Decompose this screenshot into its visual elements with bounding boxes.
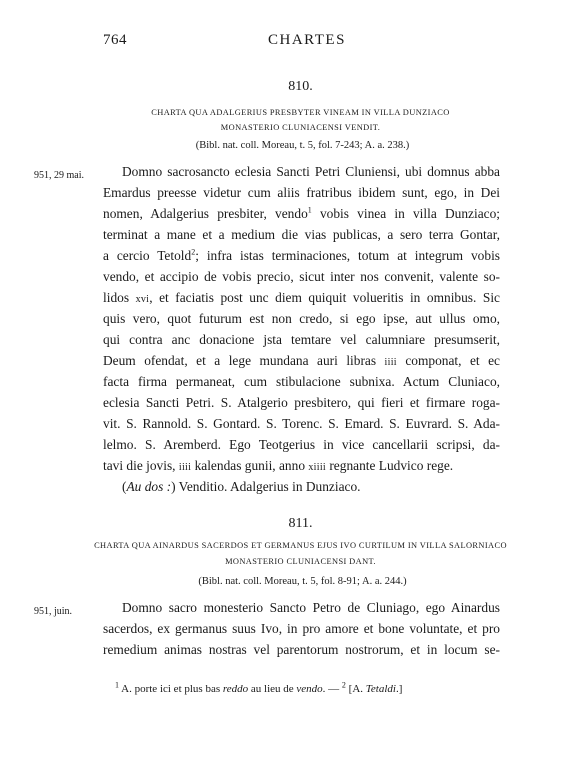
footnote-text: .]	[395, 683, 403, 695]
roman-numeral: iiii	[384, 357, 397, 368]
text-segment: kalendas gunii, anno	[191, 458, 306, 473]
footnote-ref: 2	[191, 247, 196, 257]
text-line	[103, 353, 500, 369]
footnote-text: Tetaldi	[365, 683, 396, 695]
footnote-marker: 2	[341, 680, 346, 690]
text-segment: nomen, Adalgerius presbiter, vendo	[103, 206, 308, 221]
roman-numeral: xiiii	[308, 462, 326, 473]
charter-heading: CHARTA QUA AINARDUS SACERDOS ET GERMANUS EJUS IVO CURTILUM IN VILLA SALORNIACO	[94, 541, 507, 550]
footnote	[115, 680, 403, 695]
text-line: quis vero, quot futurum est non credo, si ego ipse, aut ullus omo,	[103, 311, 500, 326]
text-line	[103, 290, 500, 306]
text-line	[103, 206, 500, 222]
footnote-marker: 1	[115, 680, 119, 690]
text-line: lelmo. S. Aremberd. Ego Teotgerius in vice cancellarii scripsi, da-	[103, 437, 500, 452]
text-line: eclesia Sancti Petri. S. Atalgerio presbitero, qui fieri et firmare roga-	[103, 395, 500, 410]
page-number: 764	[103, 32, 127, 48]
text-line	[103, 458, 500, 474]
text-line: vendo, et accipio de vobis precio, sicut inter nos convenit, valente so-	[103, 269, 500, 284]
text-segment: vobis vinea in villa Dunziaco;	[311, 206, 501, 221]
text-segment: regnante Ludvico rege.	[326, 458, 454, 473]
footnote-ref: 1	[307, 205, 312, 215]
roman-numeral: iiii	[178, 462, 192, 473]
text-segment: , et faciatis post unc diem quiquit volueritis in omnibus. Sic	[149, 290, 500, 305]
text-line	[103, 248, 500, 264]
charter-source: (Bibl. nat. coll. Moreau, t. 5, fol. 8-91; A. a. 244.)	[198, 576, 407, 587]
charter-number: 811.	[288, 516, 313, 531]
footnote-text: vendo	[296, 683, 323, 695]
running-head: CHARTES	[268, 32, 346, 48]
text-segment: tavi die jovis,	[103, 458, 176, 473]
text-segment: Deum ofendat, et a lege mundana auri libras	[103, 353, 377, 368]
text-line: sacerdos, ex germanus suus Ivo, in pro amore et bone voluntate, et pro	[103, 621, 500, 636]
text-line: (Au dos :) Venditio. Adalgerius in Dunziaco.	[122, 479, 361, 494]
charter-number: 810.	[288, 79, 313, 94]
text-segment: ; infra istas terminaciones, totum at integrum vobis	[195, 248, 500, 263]
text-segment: a cercio Tetold	[103, 248, 192, 263]
text-line: remedium animas nostras vel parentorum nostrorum, et in locum se-	[103, 642, 500, 657]
text-segment: componat, et ec	[396, 353, 500, 368]
charter-date: 951, juin.	[34, 606, 73, 617]
text-line: Domno sacrosancto eclesia Sancti Petri Cluniensi, ubi domnus abba	[122, 164, 500, 179]
text-line: Domno sacro monesterio Sancto Petro de Cluniago, ego Ainardus	[122, 600, 500, 615]
footnote-text: reddo	[222, 683, 249, 695]
charter-heading: MONASTERIO CLUNIACENSI DANT.	[225, 557, 376, 566]
text-line: facta firma permaneat, cum stibulacione subnixa. Actum Cluniaco,	[103, 374, 500, 389]
text-line: qui contra anc donacione jsta temtare vel calumniare presumserit,	[103, 332, 500, 347]
charter-heading: MONASTERIO CLUNIACENSI VENDIT.	[220, 123, 381, 132]
footnote-text: [A.	[345, 683, 366, 695]
footnote-text: . —	[322, 683, 342, 695]
charter-date: 951, 29 mai.	[34, 170, 84, 181]
charter-heading: CHARTA QUA ADALGERIUS PRESBYTER VINEAM IN VILLA DUNZIACO	[151, 108, 450, 117]
footnote-text: A. porte ici et plus bas	[119, 683, 223, 695]
text-line: Emardus preesse videtur cum aliis fratribus ibidem sunt, ego, in Dei	[103, 185, 500, 200]
charter-source: (Bibl. nat. coll. Moreau, t. 5, fol. 7-243; A. a. 238.)	[195, 140, 410, 151]
text-line: vit. S. Rannold. S. Gontard. S. Torenc. S. Emard. S. Euvrard. S. Ada-	[103, 416, 500, 431]
roman-numeral: xvi	[135, 294, 150, 305]
text-line: terminat a mane et a medium die vias publicas, a sero terra Gontar,	[103, 227, 500, 242]
footnote-text: au lieu de	[248, 683, 297, 695]
text-segment: lidos	[103, 290, 130, 305]
